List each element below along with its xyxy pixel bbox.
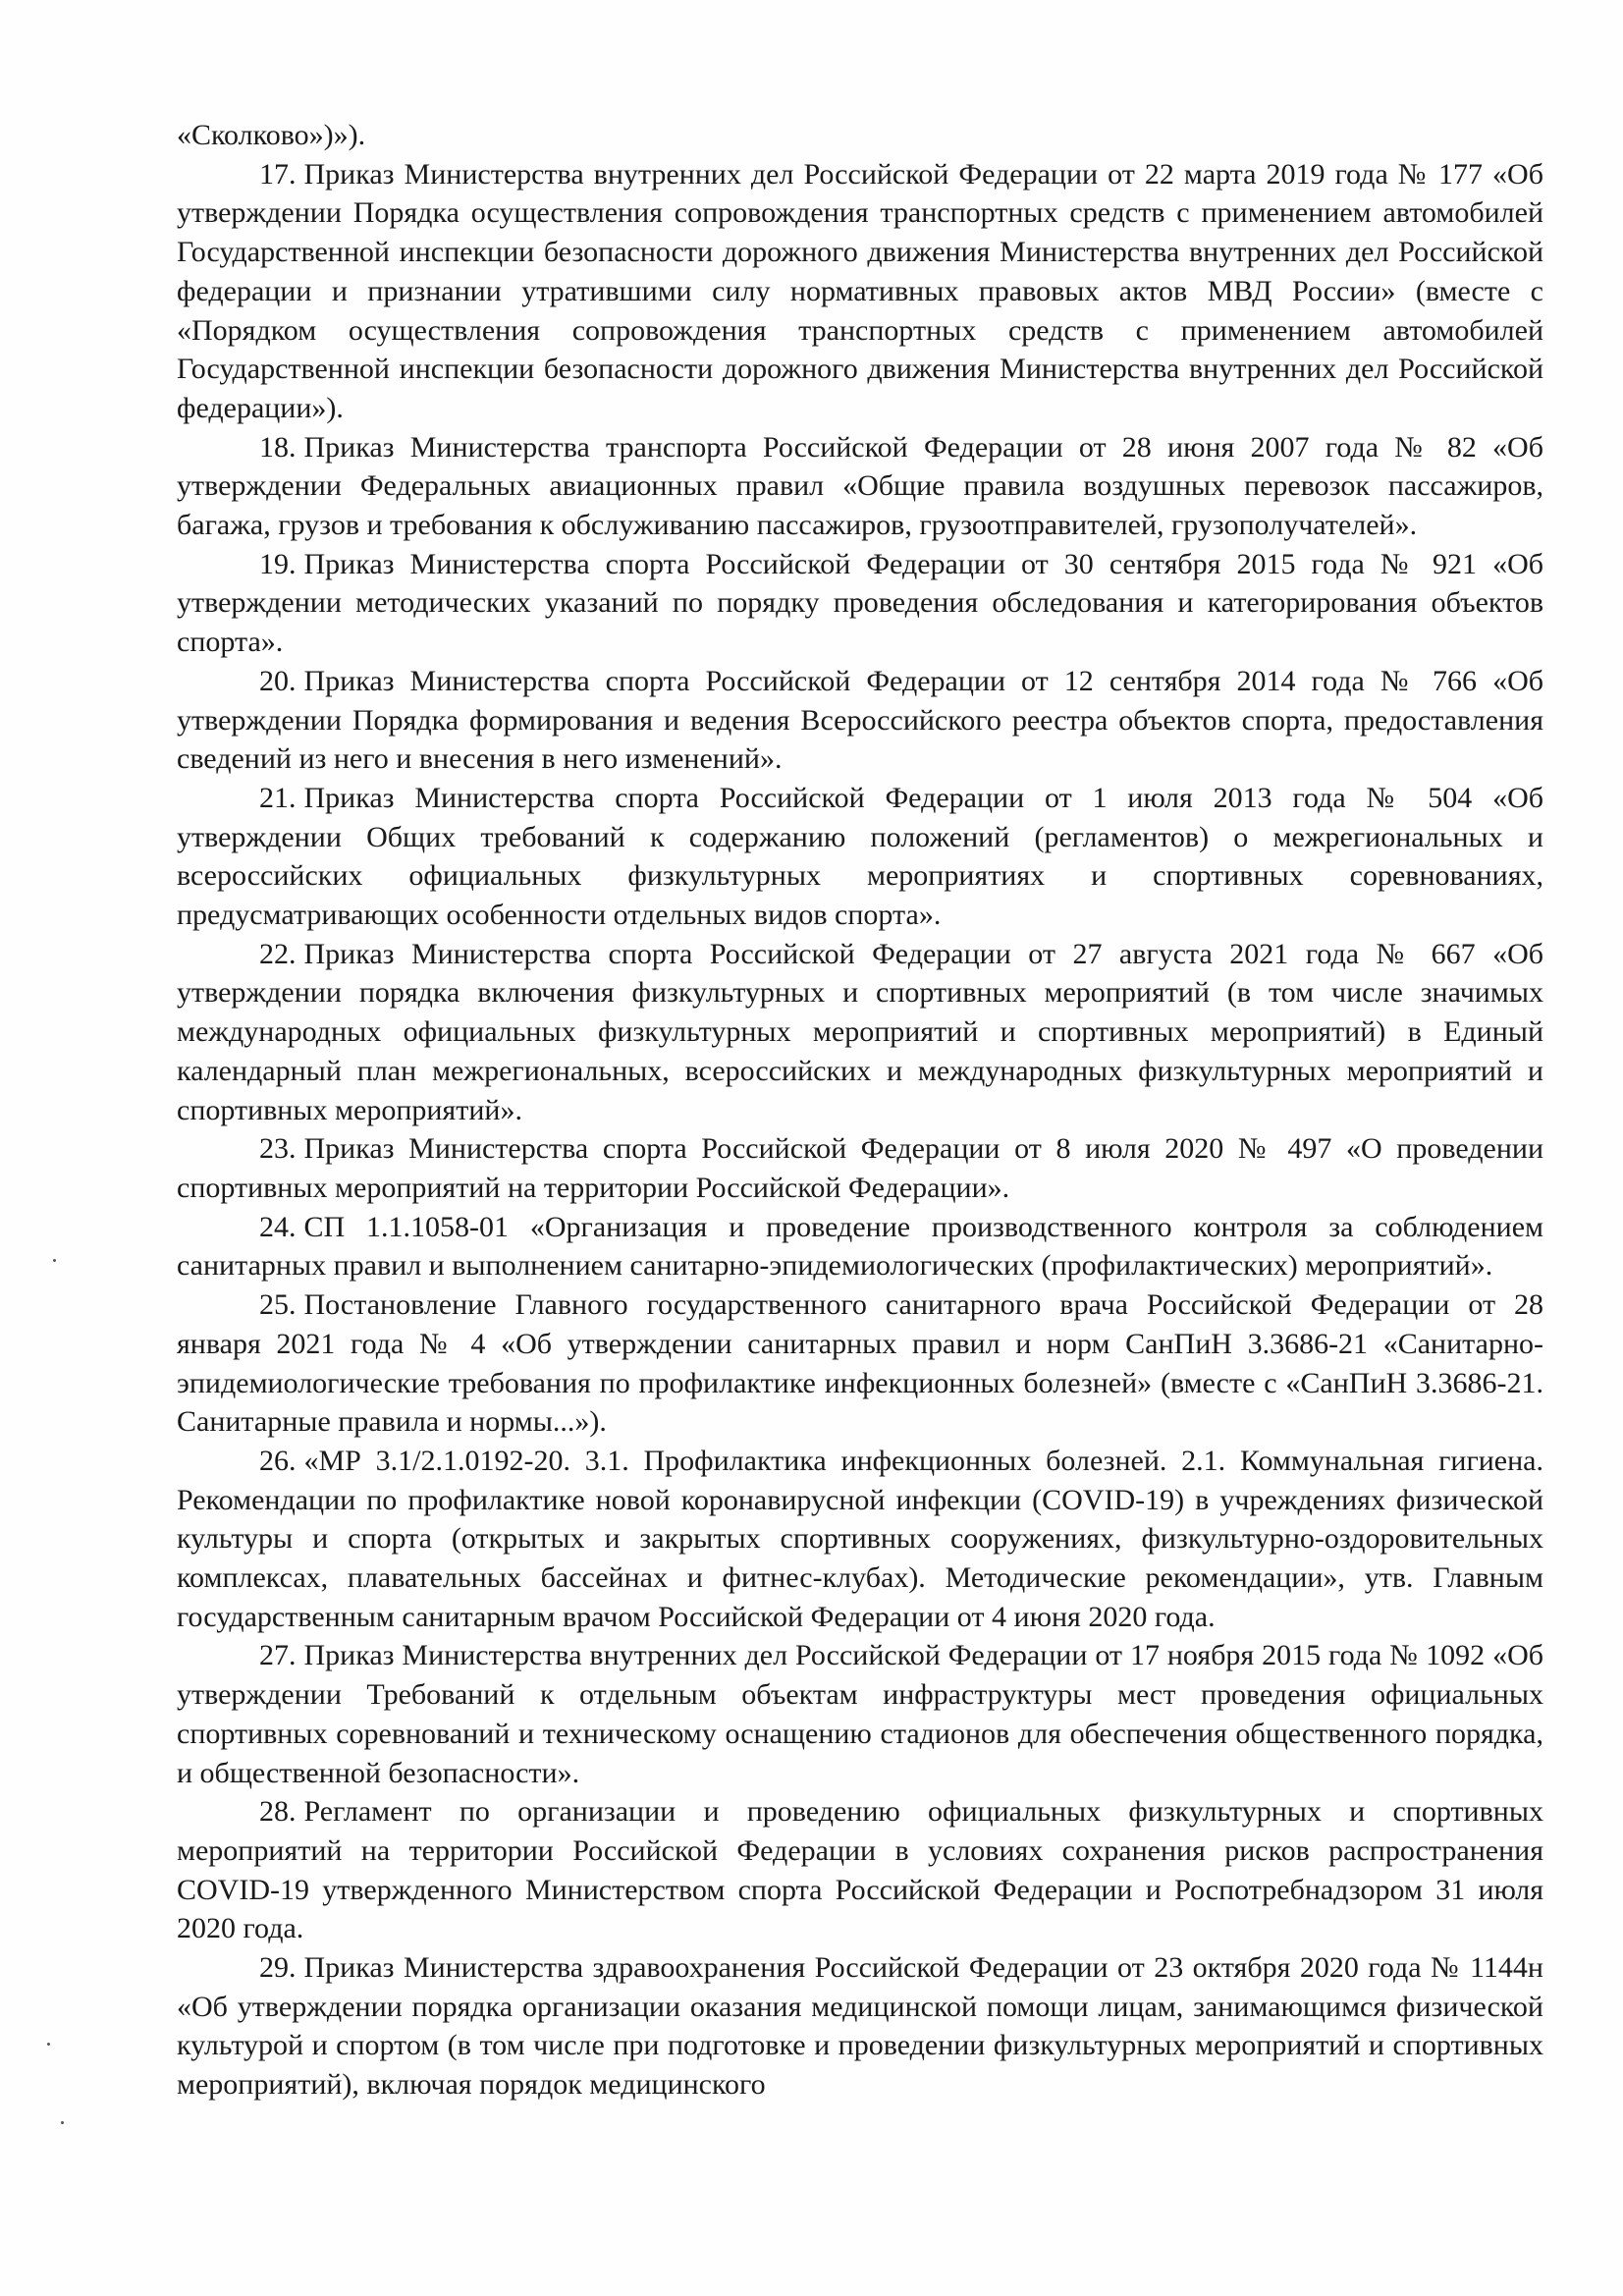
item-text: Постановление Главного государственного санитарного врача Российской Федерации от 28 января 2021 года № 4 «Об утверждении санитарных правил и норм СанПиН 3.3686-21 «Санитарно-эпидемиологические требования по профилактике инфекционных болезней» (вместе с «СанПиН 3.3686-21. Санитарные правила и нормы...»).	[177, 1288, 1543, 1439]
item-number: 27.	[259, 1639, 297, 1672]
item-number: 26.	[259, 1444, 297, 1477]
item-number: 25.	[259, 1288, 297, 1322]
item-text: Регламент по организации и проведению официальных физкультурных и спортивных мероприятий на территории Российской Федерации в условиях сохранения рисков распространения COVID-19 утвержденного Министерством спорта Российской Федерации и Роспотребнадзором 31 июля 2020 года.	[177, 1795, 1543, 1945]
item-number: 22.	[259, 937, 297, 970]
item-text: Приказ Министерства внутренних дел Российской Федерации от 17 ноября 2015 года № 1092 «Об утверждении Требований к отдельным объектам инфраструктуры мест проведения официальных спортивных соревнований и техническому оснащению стадионов для обеспечения общественного порядка, и общественной безопасности».	[177, 1639, 1543, 1789]
list-item	[177, 779, 1543, 935]
item-text: Приказ Министерства спорта Российской Федерации от 1 июля 2013 года № 504 «Об утверждении Общих требований к содержанию положений (регламентов) о межрегиональных и всероссийских официальных физкультурных мероприятиях и спортивных соревнованиях, предусматривающих особенности отдельных видов спорта».	[177, 781, 1543, 932]
scan-speck	[47, 2043, 50, 2046]
list-item	[177, 1129, 1543, 1207]
scan-speck	[61, 2121, 64, 2124]
item-number: 23.	[259, 1132, 297, 1166]
list-item	[177, 1208, 1543, 1285]
item-text: Приказ Министерства спорта Российской Федерации от 12 сентября 2014 года № 766 «Об утверждении Порядка формирования и ведения Всероссийского реестра объектов спорта, предоставления сведений из него и внесения в него изменений».	[177, 664, 1543, 776]
item-text: Приказ Министерства здравоохранения Российской Федерации от 23 октября 2020 года № 1144н «Об утверждении порядка организации оказания медицинской помощи лицам, занимающимся физической культурой и спортом (в том числе при подготовке и проведении физкультурных мероприятий и спортивных мероприятий), включая порядок медицинского	[177, 1951, 1543, 2102]
item-number: 24.	[259, 1210, 297, 1243]
item-text: Приказ Министерства внутренних дел Российской Федерации от 22 марта 2019 года № 177 «Об утверждении Порядка осуществления сопровождения транспортных средств с применением автомобилей Государственной инспекции безопасности дорожного движения Министерства внутренних дел Российской федерации и признании утратившими силу нормативных правовых актов МВД России» (вместе с «Порядком осуществления сопровождения транспортных средств с применением автомобилей Государственной инспекции безопасности дорожного движения Министерства внутренних дел Российской федерации»).	[177, 157, 1543, 424]
item-number: 29.	[259, 1951, 297, 1985]
list-item	[177, 1948, 1543, 2105]
item-number: 19.	[259, 547, 297, 580]
item-text: Приказ Министерства спорта Российской Федерации от 27 августа 2021 года № 667 «Об утверждении порядка включения физкультурных и спортивных мероприятий (в том числе значимых международных официальных физкультурных мероприятий и спортивных мероприятий) в Единый календарный план межрегиональных, всероссийских и международных физкультурных мероприятий и спортивных мероприятий».	[177, 937, 1543, 1126]
item-number: 20.	[259, 664, 297, 697]
item-number: 28.	[259, 1795, 297, 1829]
list-item	[177, 545, 1543, 662]
item-number: 21.	[259, 781, 297, 814]
item-number: 18.	[259, 430, 297, 464]
intro-line: «Сколково»)»).	[177, 119, 366, 151]
item-text: Приказ Министерства транспорта Российской Федерации от 28 июня 2007 года № 82 «Об утверждении Федеральных авиационных правил «Общие правила воздушных перевозок пассажиров, багажа, грузов и требования к обслуживанию пассажиров, грузоотправителей, грузополучателей».	[177, 430, 1543, 542]
document-body	[177, 116, 1543, 2105]
item-number: 17.	[259, 157, 297, 191]
list-item	[177, 428, 1543, 545]
list-item	[177, 1285, 1543, 1442]
list-item	[177, 935, 1543, 1130]
item-text: «МР 3.1/2.1.0192-20. 3.1. Профилактика инфекционных болезней. 2.1. Коммунальная гигиена. Рекомендации по профилактике новой коронавирусной инфекции (COVID-19) в учреждениях физической культуры и спорта (открытых и закрытых спортивных сооружениях, физкультурно-оздоровительных комплексах, плавательных бассейнах и фитнес-клубах). Методические рекомендации», утв. Главным государственным санитарным врачом Российской Федерации от 4 июня 2020 года.	[177, 1444, 1543, 1633]
item-text: Приказ Министерства спорта Российской Федерации от 8 июля 2020 № 497 «О проведении спортивных мероприятий на территории Российской Федерации».	[177, 1132, 1543, 1204]
list-item	[177, 1636, 1543, 1792]
list-item	[177, 662, 1543, 779]
list-item	[177, 155, 1543, 428]
item-text: Приказ Министерства спорта Российской Федерации от 30 сентября 2015 года № 921 «Об утверждении методических указаний по порядку проведения обследования и категорирования объектов спорта».	[177, 547, 1543, 659]
scan-speck	[53, 1259, 56, 1262]
list-item	[177, 1792, 1543, 1948]
list-item	[177, 1442, 1543, 1637]
item-text: СП 1.1.1058-01 «Организация и проведение производственного контроля за соблюдением санитарных правил и выполнением санитарно-эпидемиологических (профилактических) мероприятий».	[177, 1210, 1543, 1283]
